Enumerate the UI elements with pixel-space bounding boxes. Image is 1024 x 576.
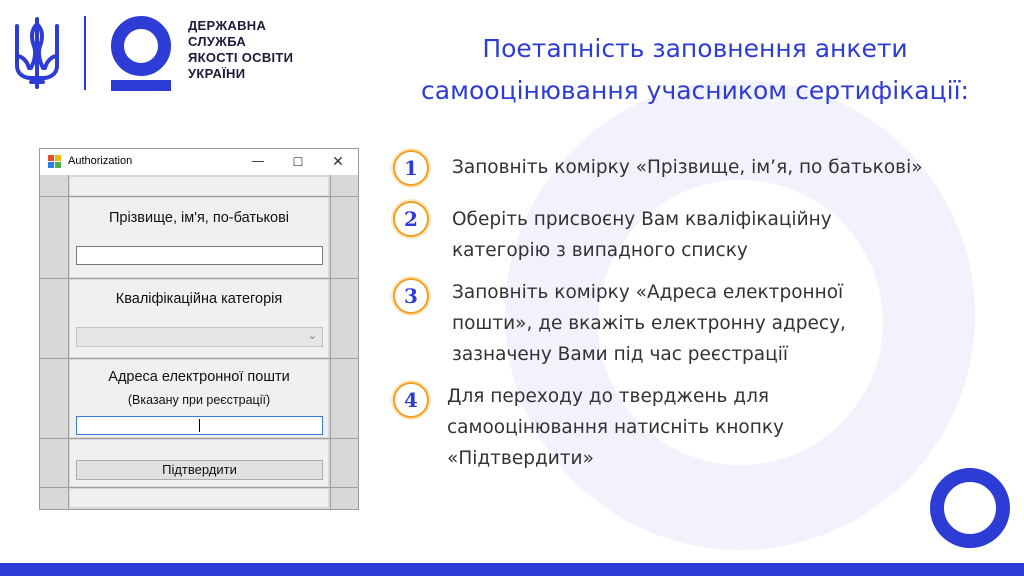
step-4-number: 4 — [393, 382, 429, 418]
text-caret — [199, 419, 200, 432]
step-line: самооцінювання натисніть кнопку — [447, 417, 784, 438]
step-4-text — [447, 381, 1007, 474]
maximize-icon[interactable]: ☐ — [292, 155, 304, 169]
page-title — [380, 28, 1010, 112]
email-label: Адреса електронної пошти — [108, 369, 290, 385]
step-line: «Підтвердити» — [447, 448, 594, 469]
logo-ring-icon — [111, 16, 171, 76]
org-name-line: ДЕРЖАВНА — [188, 18, 267, 33]
email-input[interactable] — [76, 416, 323, 435]
window-titlebar — [40, 149, 358, 175]
name-input[interactable] — [76, 246, 323, 265]
step-3-number: 3 — [393, 278, 429, 314]
step-line: Оберіть присвоєну Вам кваліфікаційну — [452, 209, 832, 230]
step-line: Заповніть комірку «Прізвище, ім’я, по батькові» — [452, 157, 923, 178]
form-cell — [70, 489, 328, 507]
authorization-form — [40, 175, 358, 509]
close-icon[interactable]: ✕ — [332, 154, 344, 170]
step-2-number: 2 — [393, 201, 429, 237]
step-3-text — [452, 277, 1012, 370]
org-name-line: УКРАЇНИ — [188, 66, 246, 81]
bottom-bar — [0, 563, 1024, 576]
category-label: Кваліфікаційна категорія — [115, 291, 283, 307]
category-select[interactable] — [76, 327, 323, 347]
grid-line — [330, 175, 331, 509]
step-line: Заповніть комірку «Адреса електронної — [452, 282, 844, 303]
form-cell — [70, 177, 328, 195]
step-line: пошти», де вкажіть електронну адресу, — [452, 313, 846, 334]
logo-bar — [111, 80, 171, 91]
grid-line — [40, 196, 358, 197]
chevron-down-icon: ⌄ — [307, 329, 317, 342]
corner-ring-icon — [930, 468, 1010, 548]
email-hint: (Вказану при реєстрації) — [127, 393, 271, 407]
grid-line — [40, 278, 358, 279]
step-1-text — [452, 152, 1012, 183]
title-line: самооцінювання учасником сертифікації: — [421, 76, 969, 105]
step-2-text — [452, 204, 1012, 266]
grid-line — [40, 358, 358, 359]
authorization-window — [39, 148, 359, 510]
logo-divider — [84, 16, 86, 90]
trident-icon — [12, 16, 62, 90]
step-line: Для переходу до тверджень для — [447, 386, 770, 407]
org-name — [188, 18, 368, 82]
step-1-number: 1 — [393, 150, 429, 186]
submit-button[interactable]: Підтвердити — [76, 460, 323, 480]
minimize-icon[interactable]: — — [251, 154, 265, 169]
window-title: Authorization — [68, 155, 133, 167]
step-line: категорію з випадного списку — [452, 240, 748, 261]
grid-line — [40, 487, 358, 488]
title-line: Поетапність заповнення анкети — [482, 34, 908, 63]
grid-line — [68, 175, 69, 509]
step-line: зазначену Вами під час реєстрації — [452, 344, 788, 365]
org-name-line: СЛУЖБА — [188, 34, 247, 49]
app-icon — [48, 155, 61, 168]
name-label: Прізвище, ім'я, по-батькові — [108, 210, 290, 226]
org-name-line: ЯКОСТІ ОСВІТИ — [188, 50, 294, 65]
grid-line — [40, 438, 358, 439]
